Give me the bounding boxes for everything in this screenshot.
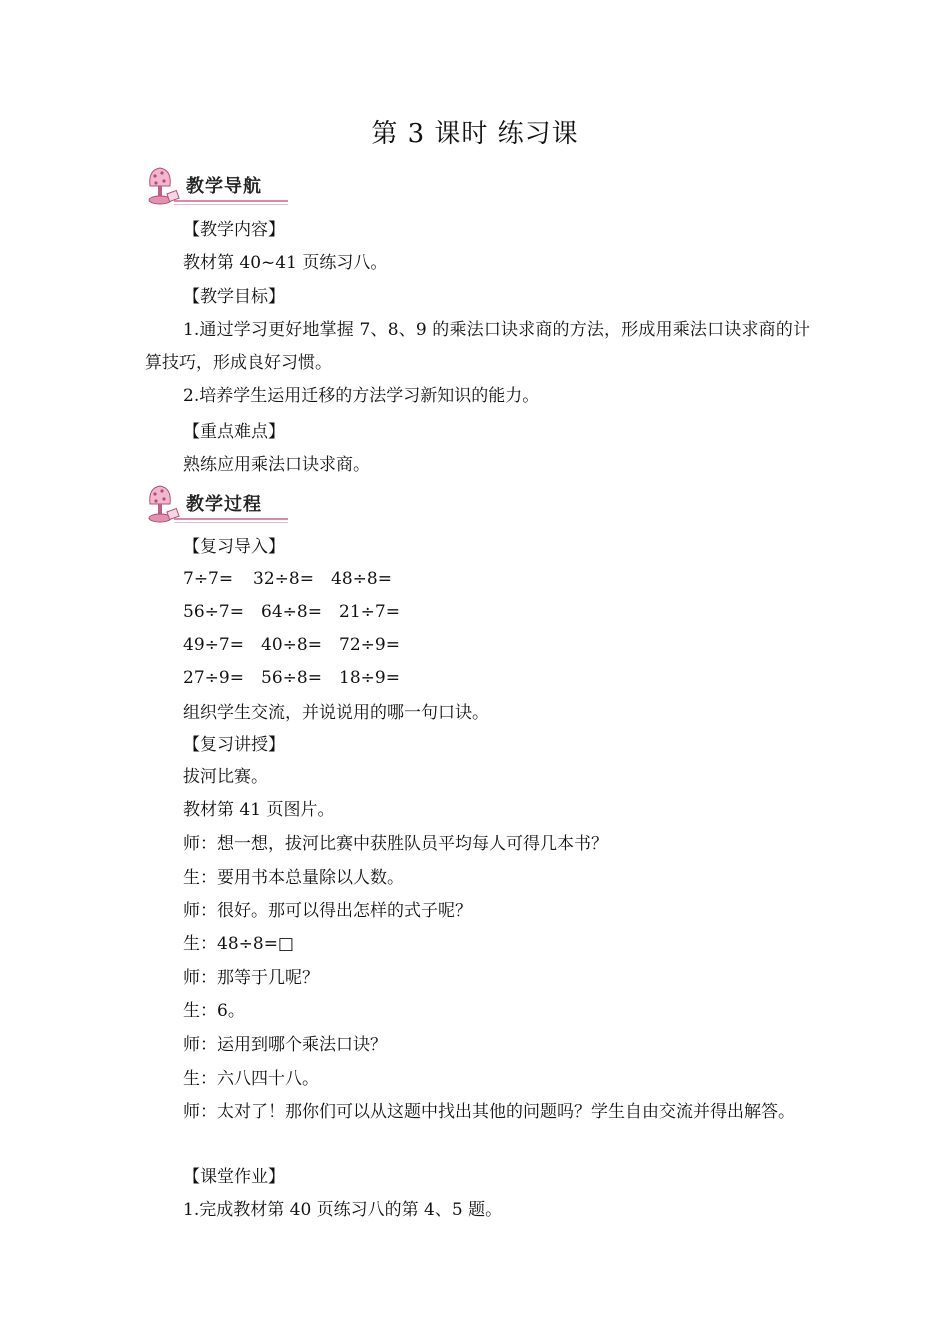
goal-paragraph-2: 2.培养学生运用迁移的方法学习新知识的能力。	[183, 386, 540, 406]
equation: 18÷9=	[339, 668, 400, 688]
section-banner-nav	[140, 164, 300, 210]
equation: 32÷8=	[253, 569, 314, 589]
page-title: 第 3 课时 练习课	[371, 119, 579, 149]
equation: 56÷8=	[261, 668, 322, 688]
equation: 27÷9=	[183, 668, 244, 688]
dialogue-line: 拔河比赛。	[183, 767, 268, 787]
dialogue-line: 师：那等于几呢？	[183, 968, 319, 988]
equation: 7÷7=	[183, 569, 234, 589]
dialogue-line: 师：想一想，拔河比赛中获胜队员平均每人可得几本书？	[183, 834, 608, 854]
dialogue-line: 生：48÷8=□	[183, 934, 294, 954]
homework-item: 1.完成教材第 40 页练习八的第 4、5 题。	[183, 1200, 503, 1220]
teach-heading: 【复习讲授】	[183, 735, 285, 755]
goal-heading: 【教学目标】	[183, 287, 285, 307]
equation-row	[183, 666, 417, 690]
content-text: 教材第 40~41 页练习八。	[183, 253, 388, 273]
goal-paragraph-1: 1.通过学习更好地掌握 7、8、9 的乘法口诀求商的方法，形成用乘法口诀求商的计算技巧，形成良好习惯。	[145, 320, 810, 373]
equation: 48÷8=	[331, 569, 392, 589]
dialogue-line: 生：6。	[183, 1001, 245, 1021]
section-banner-process	[140, 482, 300, 528]
equation: 21÷7=	[339, 602, 400, 622]
equation: 56÷7=	[183, 602, 244, 622]
equation: 40÷8=	[261, 635, 322, 655]
section-banner-label: 教学导航	[186, 176, 262, 197]
dialogue-paragraph: 师：太对了！那你们可以从这题中找出其他的问题吗？学生自由交流并得出解答。	[183, 1102, 795, 1122]
dialogue-line: 师：运用到哪个乘法口诀？	[183, 1035, 387, 1055]
equation-row	[183, 567, 409, 591]
content-heading: 【教学内容】	[183, 220, 285, 240]
dialogue-line: 生：六八四十八。	[183, 1069, 319, 1089]
review-heading: 【复习导入】	[183, 537, 285, 557]
equation: 72÷9=	[339, 635, 400, 655]
dialogue-line: 生：要用书本总量除以人数。	[183, 868, 404, 888]
key-heading: 【重点难点】	[183, 422, 285, 442]
dialogue-line: 教材第 41 页图片。	[183, 800, 335, 820]
homework-heading: 【课堂作业】	[183, 1167, 285, 1187]
section-banner-label: 教学过程	[186, 494, 262, 515]
equation-row	[183, 633, 417, 657]
equation: 64÷8=	[261, 602, 322, 622]
equation: 49÷7=	[183, 635, 244, 655]
key-text: 熟练应用乘法口诀求商。	[183, 455, 370, 475]
equation-row	[183, 600, 417, 624]
review-note: 组织学生交流，并说说用的哪一句口诀。	[183, 703, 489, 723]
dialogue-line: 师：很好。那可以得出怎样的式子呢？	[183, 901, 472, 921]
